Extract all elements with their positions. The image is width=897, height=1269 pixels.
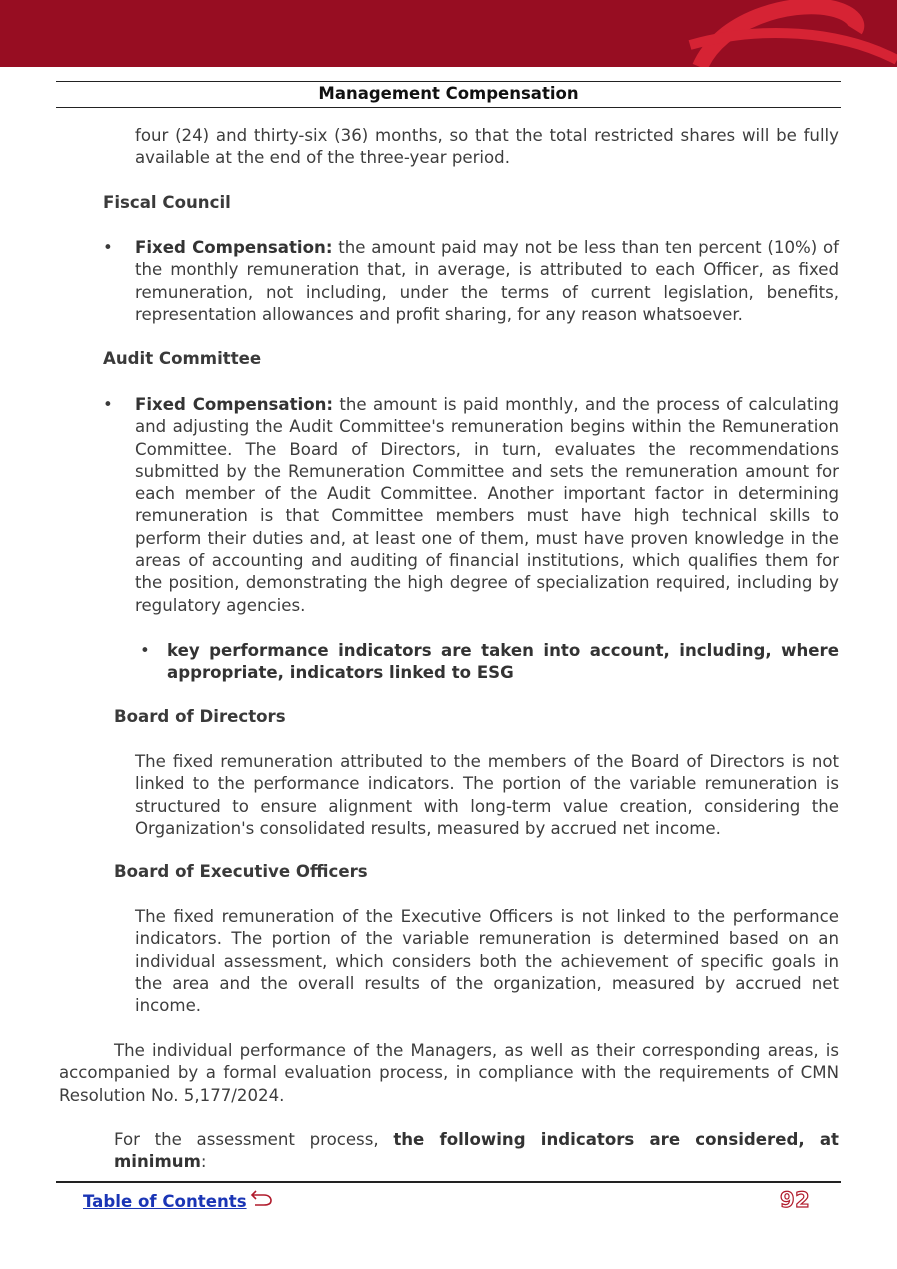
- assessment-bold: the following indicators are considered, at minimum: [114, 1130, 839, 1172]
- fixed-compensation-text: the amount is paid monthly, and the process of calculating and adjusting the Audit Committee's remuneration begins within the Remuneration Committee. The Board of Directors, in turn, evaluates the recommendations submitted by the Remuneration Committee and sets the remuneration amount for each member of the Audit Committee. Another important factor in determining remuneration is that Committee members must have high technical skills to perform their duties and, at least one of them, must have proven knowledge in the areas of accounting and auditing of financial institutions, which qualifies them for the position, demonstrating the high degree of specialization required, including by regulatory agencies.: [135, 395, 839, 615]
- assessment-paragraph: [114, 1129, 839, 1174]
- board-of-executive-officers-text: The fixed remuneration of the Executive Officers is not linked to the performance indicators. The portion of the variable remuneration is determined based on an individual assessment, which considers both the achievement of specific goals in the area and the overall results of the organization, measured by accrued net income.: [135, 907, 839, 1016]
- kpi-bullet: key performance indicators are taken into account, including, where appropriate, indicators linked to ESG: [167, 641, 839, 683]
- return-arrow-icon[interactable]: [250, 1187, 274, 1207]
- table-of-contents-link[interactable]: Table of Contents: [83, 1192, 247, 1211]
- board-of-executive-officers-heading: Board of Executive Officers: [114, 862, 368, 881]
- board-of-directors-text: The fixed remuneration attributed to the members of the Board of Directors is not linked to the performance indicators. The portion of the variable remuneration is structured to ensure alignment with long-term value creation, considering the Organization's consolidated results, measured by accrued net income.: [135, 752, 839, 838]
- audit-committee-fixed-compensation: [135, 394, 839, 617]
- top-banner: [0, 0, 897, 67]
- brand-swoosh-icon: [0, 0, 897, 67]
- fixed-compensation-label: Fixed Compensation:: [135, 395, 334, 414]
- fiscal-council-heading: Fiscal Council: [103, 193, 231, 212]
- bullet-dot: •: [140, 641, 150, 660]
- assessment-prefix: For the assessment process,: [114, 1130, 394, 1149]
- continuation-paragraph: four (24) and thirty-six (36) months, so that the total restricted shares will be fully available at the end of the three-year period.: [135, 126, 839, 168]
- bullet-dot: •: [103, 238, 113, 257]
- header-rule-top: [56, 81, 841, 82]
- page-title: Management Compensation: [318, 84, 579, 103]
- audit-committee-heading: Audit Committee: [103, 349, 262, 368]
- bullet-dot: •: [103, 395, 113, 414]
- board-of-directors-heading: Board of Directors: [114, 707, 286, 726]
- footer-rule: [56, 1181, 841, 1183]
- fixed-compensation-label: Fixed Compensation:: [135, 238, 333, 257]
- individual-performance-paragraph: The individual performance of the Managers, as well as their corresponding areas, is accompanied by a formal evaluation process, in compliance with the requirements of CMN Resolution No. 5,177/2024.: [59, 1041, 839, 1105]
- page-number: 92: [780, 1188, 811, 1212]
- fixed-compensation-text: the amount paid may not be less than ten percent (10%) of the monthly remuneration that, in average, is attributed to each Officer, as fixed remuneration, not including, under the terms of current legislation, benefits, representation allowances and profit sharing, for any reason whatsoever.: [135, 238, 839, 324]
- header-rule-bottom: [56, 107, 841, 108]
- assessment-suffix: :: [200, 1152, 207, 1172]
- fiscal-council-fixed-compensation: [135, 237, 839, 326]
